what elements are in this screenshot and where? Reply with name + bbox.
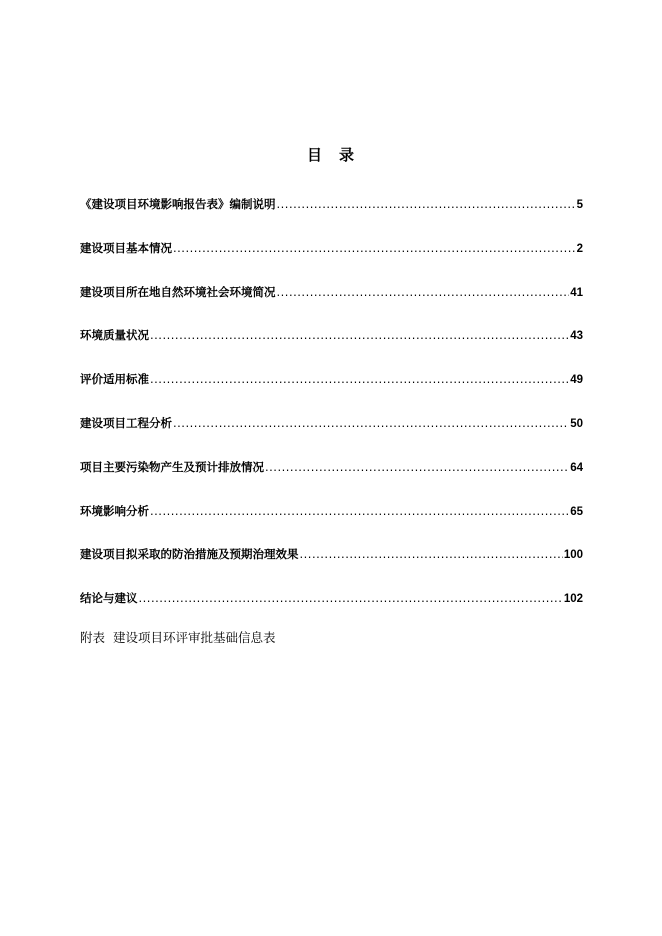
toc-entry-page: 41 bbox=[570, 286, 583, 299]
toc-entry-label: 评价适用标准 bbox=[80, 372, 149, 387]
toc-entry-label: 建设项目工程分析 bbox=[80, 415, 172, 430]
toc-entry[interactable] bbox=[80, 371, 583, 415]
toc-title: 目 录 bbox=[306, 146, 355, 164]
appendix-note: 附表 建设项目环评审批基础信息表 bbox=[80, 630, 276, 645]
toc-entry[interactable] bbox=[80, 546, 583, 590]
toc-entry-label: 建设项目拟采取的防治措施及预期治理效果 bbox=[80, 547, 299, 562]
toc-entry-page: 49 bbox=[570, 374, 583, 387]
toc-dot-leader bbox=[173, 241, 576, 255]
toc-entry-label: 环境质量状况 bbox=[80, 328, 149, 343]
toc-dot-leader bbox=[265, 460, 569, 474]
toc-entry[interactable] bbox=[80, 327, 583, 371]
toc-entry-page: 102 bbox=[563, 593, 583, 606]
toc-entry-label: 建设项目基本情况 bbox=[80, 240, 172, 255]
toc-entry-label: 项目主要污染物产生及预计排放情况 bbox=[80, 459, 264, 474]
toc-entry[interactable] bbox=[80, 415, 583, 459]
toc-dot-leader bbox=[300, 547, 563, 561]
toc-entry-label: 建设项目所在地自然环境社会环境简况 bbox=[80, 284, 276, 299]
toc-dot-leader bbox=[139, 591, 563, 605]
toc-entry[interactable] bbox=[80, 459, 583, 503]
toc-entry-page: 5 bbox=[576, 199, 583, 211]
toc-entry-page: 50 bbox=[570, 417, 583, 430]
toc-entry[interactable] bbox=[80, 196, 583, 240]
toc-dot-leader bbox=[150, 328, 569, 342]
toc-list bbox=[80, 196, 583, 634]
toc-entry-page: 2 bbox=[576, 242, 583, 255]
toc-entry-label: 《建设项目环境影响报告表》编制说明 bbox=[80, 197, 276, 211]
toc-dot-leader bbox=[173, 416, 569, 430]
toc-dot-leader bbox=[150, 504, 569, 518]
toc-dot-leader bbox=[150, 372, 569, 386]
toc-entry[interactable] bbox=[80, 240, 583, 284]
toc-entry[interactable] bbox=[80, 284, 583, 328]
toc-dot-leader bbox=[277, 197, 576, 211]
toc-entry-page: 65 bbox=[570, 505, 583, 518]
toc-entry-page: 64 bbox=[570, 461, 583, 474]
toc-entry-label: 环境影响分析 bbox=[80, 503, 149, 518]
toc-entry[interactable] bbox=[80, 503, 583, 547]
toc-entry-label: 结论与建议 bbox=[80, 591, 138, 606]
toc-entry-page: 43 bbox=[570, 330, 583, 343]
toc-dot-leader bbox=[277, 285, 570, 299]
toc-entry-page: 100 bbox=[563, 549, 583, 562]
